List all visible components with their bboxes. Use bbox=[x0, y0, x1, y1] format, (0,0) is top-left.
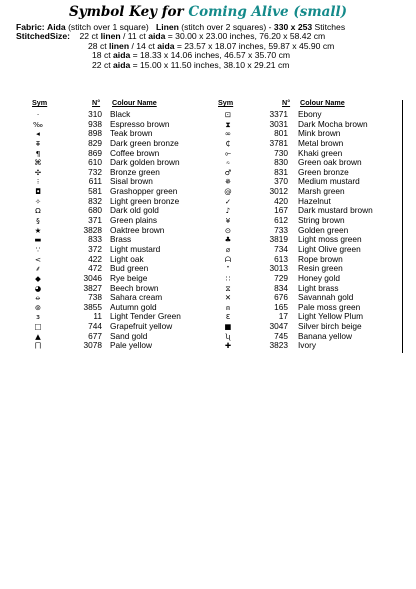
size-fabric-2: aida bbox=[148, 31, 166, 41]
size-fabric: linen bbox=[100, 31, 121, 41]
stitch-symbol-icon: ✵ bbox=[224, 177, 232, 187]
size-count: 22 ct bbox=[79, 31, 99, 41]
stitch-symbol-icon: ★ bbox=[34, 225, 42, 235]
size-count: 18 ct bbox=[92, 50, 111, 60]
thread-number: 744 bbox=[88, 321, 102, 332]
stitch-symbol-icon: ⦵ bbox=[34, 293, 42, 303]
thread-number: 3828 bbox=[83, 224, 102, 235]
colour-name: Resin green bbox=[298, 263, 343, 274]
stitch-symbol-icon: ◘ bbox=[35, 187, 41, 197]
header-number: N° bbox=[282, 98, 291, 107]
stitch-symbol-icon: ʯ bbox=[225, 331, 231, 341]
stitch-symbol-icon: ⸙ bbox=[35, 264, 41, 274]
stitch-symbol-icon: ✓ bbox=[224, 196, 232, 206]
thread-number: 3819 bbox=[269, 234, 288, 245]
size-count: 28 ct bbox=[88, 41, 107, 51]
colour-name: Pale moss green bbox=[298, 301, 361, 312]
thread-number: 422 bbox=[88, 253, 102, 264]
thread-number: 611 bbox=[88, 176, 102, 187]
stitch-symbol-icon: @ bbox=[224, 187, 232, 197]
stitch-symbol-icon: ¶ bbox=[35, 148, 41, 158]
thread-number: 11 bbox=[93, 311, 102, 322]
stitch-symbol-icon: ♂ bbox=[224, 167, 232, 177]
thread-number: 676 bbox=[274, 292, 288, 303]
colour-name: Sahara cream bbox=[110, 292, 163, 303]
thread-number: 832 bbox=[88, 195, 102, 206]
thread-number: 733 bbox=[274, 224, 288, 235]
stitch-symbol-icon: ⍨ bbox=[225, 158, 231, 168]
colour-name: Marsh green bbox=[298, 186, 345, 197]
stitch-symbol-icon: ∷ bbox=[225, 273, 231, 283]
colour-name: Light Olive green bbox=[298, 243, 361, 254]
colour-name: Black bbox=[110, 109, 131, 119]
thread-number: 829 bbox=[88, 137, 102, 148]
stitch-symbol-icon: ■ bbox=[224, 322, 232, 332]
colour-name: Espresso brown bbox=[110, 118, 170, 129]
thread-number: 830 bbox=[274, 157, 288, 168]
colour-name: Beech brown bbox=[110, 282, 159, 293]
stitch-label: Stitches bbox=[314, 22, 346, 32]
size-line-4 bbox=[92, 60, 289, 70]
colour-name: Light oak bbox=[110, 253, 144, 264]
stitch-symbol-icon: ⟜ bbox=[225, 148, 231, 158]
size-dimensions: = 23.57 x 18.07 inches, 59.87 x 45.90 cm bbox=[176, 41, 335, 51]
header-colour-name: Colour Name bbox=[112, 98, 157, 107]
thread-number: 3781 bbox=[269, 137, 288, 148]
size-line-3 bbox=[92, 50, 290, 60]
thread-number: 165 bbox=[274, 301, 288, 312]
stitch-symbol-icon: ✚ bbox=[224, 341, 232, 351]
size-dimensions: = 18.33 x 14.06 inches, 46.57 x 35.70 cm bbox=[132, 50, 291, 60]
stitch-symbol-icon: § bbox=[36, 216, 40, 226]
thread-number: 745 bbox=[274, 330, 288, 341]
stitch-symbol-icon: Ω bbox=[35, 206, 41, 216]
thread-number: 612 bbox=[274, 215, 288, 226]
thread-number: 3855 bbox=[83, 301, 102, 312]
stitch-symbol-icon: ⍝ bbox=[225, 302, 231, 312]
colour-name: Hazelnut bbox=[298, 195, 331, 206]
size-line-1 bbox=[16, 31, 325, 41]
thread-number: 738 bbox=[88, 292, 102, 303]
header-sym: Sym bbox=[32, 98, 48, 107]
thread-number: 833 bbox=[88, 234, 102, 245]
stitch-symbol-icon: ⧗ bbox=[225, 119, 231, 129]
colour-name: Metal brown bbox=[298, 137, 344, 148]
stitch-count: 330 x 253 bbox=[273, 22, 313, 32]
colour-name: Ebony bbox=[298, 109, 322, 119]
stitch-symbol-icon: ⌀ bbox=[225, 244, 231, 254]
page-title bbox=[0, 4, 416, 20]
thread-number: 938 bbox=[88, 118, 102, 129]
stitch-symbol-icon: ✕ bbox=[224, 293, 232, 303]
colour-name: Green bronze bbox=[298, 166, 349, 177]
size-fabric-2: aida bbox=[157, 41, 175, 51]
colour-name: Dark mustard brown bbox=[298, 205, 373, 216]
thread-number: 613 bbox=[274, 253, 288, 264]
stitch-symbol-icon: · bbox=[36, 110, 40, 119]
size-count-2: / 14 ct bbox=[131, 41, 155, 51]
colour-name: Khaki green bbox=[298, 147, 343, 158]
header-sym: Sym bbox=[218, 98, 234, 107]
thread-number: 3371 bbox=[269, 109, 288, 119]
thread-number: 371 bbox=[88, 215, 102, 226]
stitch-symbol-icon: ₵ bbox=[225, 138, 231, 148]
stitch-symbol-icon: ◂ bbox=[36, 129, 40, 139]
fabric-linen: Linen bbox=[155, 22, 179, 32]
stitch-symbol-icon: □ bbox=[34, 322, 42, 332]
thread-number: 370 bbox=[274, 176, 288, 187]
fabric-label: Fabric: bbox=[16, 22, 45, 32]
size-fabric: aida bbox=[113, 50, 131, 60]
stitch-symbol-icon: ✣ bbox=[34, 167, 42, 177]
size-fabric: aida bbox=[113, 60, 131, 70]
stitch-symbol-icon: ∵ bbox=[35, 244, 41, 254]
colour-name: Golden green bbox=[298, 224, 349, 235]
thread-number: 831 bbox=[274, 166, 288, 177]
colour-name: Banana yellow bbox=[298, 330, 352, 341]
stitch-symbol-icon: Ɛ bbox=[225, 312, 231, 322]
thread-number: 730 bbox=[274, 147, 288, 158]
stitch-symbol-icon: ⊚ bbox=[34, 302, 42, 312]
stitch-symbol-icon: < bbox=[34, 254, 42, 264]
header-colour-name: Colour Name bbox=[300, 98, 345, 107]
colour-name: Grashopper green bbox=[110, 186, 178, 197]
colour-name: Pale yellow bbox=[110, 340, 152, 351]
thread-number: 420 bbox=[274, 195, 288, 206]
stitch-symbol-icon: ¥ bbox=[225, 216, 231, 226]
pattern-name: Coming Alive (small) bbox=[188, 4, 347, 20]
stitch-symbol-icon: ✧ bbox=[34, 196, 42, 206]
stitch-symbol-icon: ɜ bbox=[36, 312, 40, 322]
size-count: 22 ct bbox=[92, 60, 111, 70]
thread-number: 677 bbox=[88, 330, 102, 341]
stitch-symbol-icon: ▬ bbox=[34, 235, 42, 245]
stitch-symbol-icon: ⌘ bbox=[34, 158, 42, 168]
colour-name: Green oak brown bbox=[298, 157, 362, 168]
thread-number: 472 bbox=[88, 263, 102, 274]
thread-number: 310 bbox=[88, 109, 102, 119]
stitch-symbol-icon: ∞ bbox=[224, 129, 232, 139]
column-divider bbox=[402, 100, 403, 353]
size-dimensions: = 15.00 x 11.50 inches, 38.10 x 29.21 cm bbox=[132, 60, 290, 70]
colour-name: Rye beige bbox=[110, 272, 148, 283]
stitch-symbol-icon: ⩨ bbox=[35, 138, 41, 148]
thread-number: 834 bbox=[274, 282, 288, 293]
size-count-2: / 11 ct bbox=[123, 31, 146, 41]
stitch-symbol-icon: ◕ bbox=[34, 283, 42, 293]
thread-number: 610 bbox=[88, 157, 102, 168]
colour-name: Grapefruit yellow bbox=[110, 321, 173, 332]
colour-name: Silver birch beige bbox=[298, 321, 362, 332]
colour-name: Light mustard bbox=[110, 243, 161, 254]
stitched-size-label: StitchedSize: bbox=[16, 31, 70, 41]
stitch-symbol-icon: ⊙ bbox=[224, 225, 232, 235]
stitch-symbol-icon: ‰ bbox=[33, 119, 43, 129]
colour-name: Light brass bbox=[298, 282, 339, 293]
title-prefix: Symbol Key for bbox=[68, 4, 184, 20]
thread-number: 3013 bbox=[269, 263, 288, 274]
thread-number: 801 bbox=[274, 128, 288, 139]
thread-number: 372 bbox=[88, 243, 102, 254]
colour-name: Light Yellow Plum bbox=[298, 311, 364, 322]
stitch-symbol-icon: ⧖ bbox=[225, 283, 231, 293]
thread-number: 3078 bbox=[83, 340, 102, 351]
thread-number: 3047 bbox=[269, 321, 288, 332]
fabric-aida: Aida bbox=[47, 22, 66, 32]
fabric-aida-note: (stitch over 1 square) bbox=[68, 22, 149, 32]
thread-number: 869 bbox=[88, 147, 102, 158]
colour-name: Teak brown bbox=[110, 128, 153, 139]
colour-name: Bud green bbox=[110, 263, 149, 274]
colour-name: Medium mustard bbox=[298, 176, 360, 187]
colour-name: Light Tender Green bbox=[110, 311, 181, 322]
colour-name: Sisal brown bbox=[110, 176, 153, 187]
stitch-symbol-icon: ⊡ bbox=[224, 110, 232, 119]
size-fabric: linen bbox=[109, 41, 130, 51]
colour-name: Dark old gold bbox=[110, 205, 159, 216]
colour-name: Dark green bronze bbox=[110, 137, 179, 148]
colour-name: Rope brown bbox=[298, 253, 343, 264]
stitch-symbol-icon: ♪ bbox=[225, 206, 231, 216]
stitch-symbol-icon: ⁝ bbox=[36, 177, 40, 187]
thread-number: 898 bbox=[88, 128, 102, 139]
stitch-symbol-icon: ᗩ bbox=[224, 254, 232, 264]
colour-name: Autumn gold bbox=[110, 301, 157, 312]
fabric-linen-note: (stitch over 2 squares) - bbox=[181, 22, 272, 32]
colour-name: Dark Mocha brown bbox=[298, 118, 368, 129]
colour-name: Coffee brown bbox=[110, 147, 160, 158]
thread-number: 167 bbox=[274, 205, 288, 216]
thread-number: 3823 bbox=[269, 340, 288, 351]
stitch-symbol-icon: ⨅ bbox=[35, 341, 41, 351]
thread-number: 17 bbox=[278, 311, 288, 322]
thread-number: 732 bbox=[88, 166, 102, 177]
header-number: N° bbox=[92, 98, 101, 107]
stitch-symbol-icon: ♣ bbox=[224, 235, 232, 245]
stitch-symbol-icon: ▲ bbox=[35, 331, 41, 341]
colour-name: Savannah gold bbox=[298, 292, 354, 303]
colour-name: Oaktree brown bbox=[110, 224, 165, 235]
colour-name: Honey gold bbox=[298, 272, 340, 283]
colour-name: String brown bbox=[298, 215, 345, 226]
colour-name: Light green bronze bbox=[110, 195, 180, 206]
thread-number: 3046 bbox=[83, 272, 102, 283]
thread-number: 3827 bbox=[83, 282, 102, 293]
colour-name: Dark golden brown bbox=[110, 157, 180, 168]
colour-name: Sand gold bbox=[110, 330, 148, 341]
thread-number: 581 bbox=[88, 186, 102, 197]
stitch-symbol-icon: ◆ bbox=[35, 273, 41, 283]
colour-name: Mink brown bbox=[298, 128, 341, 139]
stitch-symbol-icon: ᐩ bbox=[226, 264, 230, 274]
size-dimensions: = 30.00 x 23.00 inches, 76.20 x 58.42 cm bbox=[167, 31, 326, 41]
thread-number: 3012 bbox=[269, 186, 288, 197]
colour-name: Bronze green bbox=[110, 166, 160, 177]
colour-name: Brass bbox=[110, 234, 132, 245]
colour-name: Ivory bbox=[298, 340, 316, 351]
thread-number: 3031 bbox=[269, 118, 288, 129]
thread-number: 680 bbox=[88, 205, 102, 216]
thread-number: 729 bbox=[274, 272, 288, 283]
thread-number: 734 bbox=[274, 243, 288, 254]
colour-name: Green plains bbox=[110, 215, 158, 226]
colour-name: Light moss green bbox=[298, 234, 362, 245]
